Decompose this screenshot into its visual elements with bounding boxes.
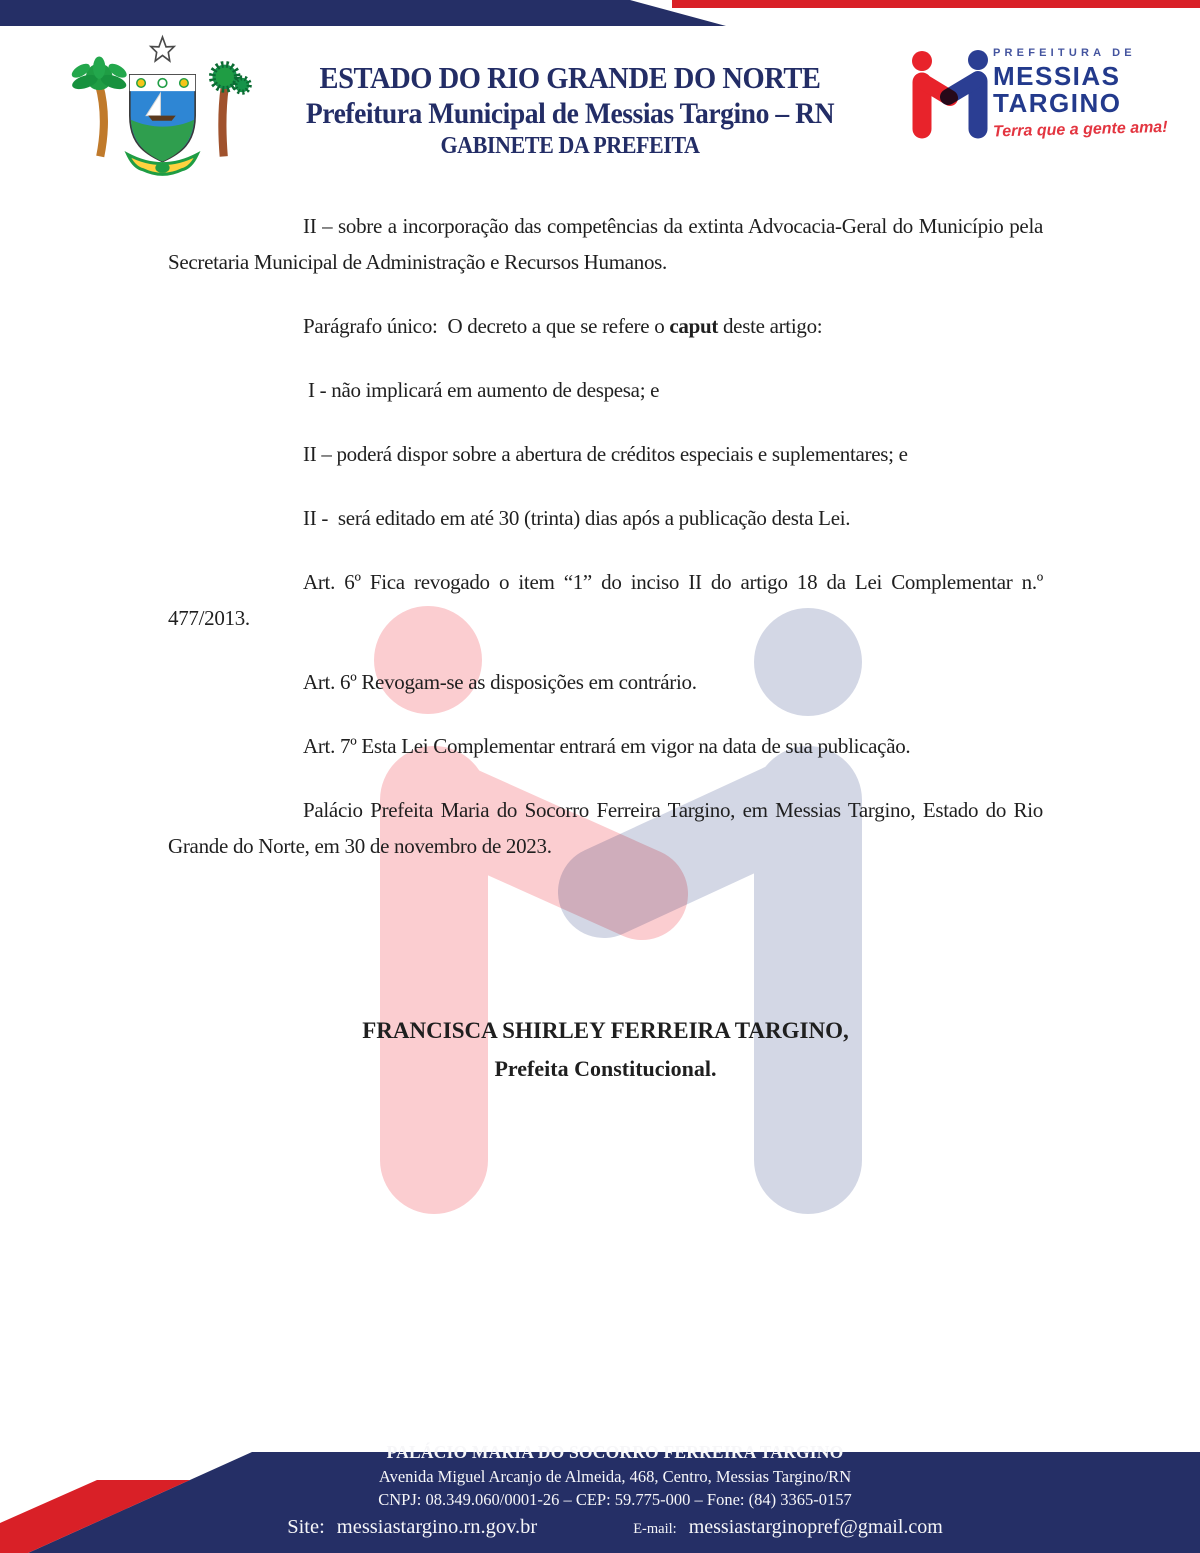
paragraph-text: II – sobre a incorporação das competências da extinta Advocacia-Geral do Município pela Secretaria Municipal de Administração e Recursos Humanos. — [168, 214, 1048, 274]
state-coat-of-arms — [68, 34, 258, 182]
footer-email-address: messiastarginopref@gmail.com — [688, 1516, 943, 1538]
paragraph-local-e-data — [168, 792, 1048, 864]
footer-email-label: E-mail: — [633, 1521, 677, 1537]
footer-palace-name: PALÁCIO MARIA DO SOCORRO FERREIRA TARGINO — [386, 1442, 844, 1462]
city-logo-text — [993, 47, 1183, 140]
paragraph-art6-revogam-se — [168, 664, 1043, 700]
footer-address: Avenida Miguel Arcanjo de Almeida, 468, Centro, Messias Targino/RN — [378, 1467, 852, 1486]
logo-city-word2: TARGINO — [993, 88, 1122, 118]
paragraph-text: II - será editado em até 30 (trinta) dias após a publicação desta Lei. — [303, 506, 851, 530]
letterhead-municipality-line: Prefeitura Municipal de Messias Targino – RN — [305, 97, 835, 130]
paragraph-text: I - não implicará em aumento de despesa; e — [303, 378, 660, 402]
crest-star-icon — [151, 37, 174, 61]
letterhead-state-line: ESTADO DO RIO GRANDE DO NORTE — [319, 60, 821, 95]
paragraph-paragrafo-unico — [168, 308, 1043, 344]
paragraph-text: II – poderá dispor sobre a abertura de créditos especiais e suplementares; e — [303, 442, 908, 466]
crest-shield-icon — [130, 75, 195, 162]
crest-right-palm-icon — [213, 65, 250, 157]
city-logo-m-icon — [901, 44, 996, 149]
logo-prefeitura-de-label: PREFEITURA DE — [993, 47, 1136, 59]
footer-site-label: Site: — [287, 1516, 325, 1538]
paragraph-text: Art. 6º Revogam-se as disposições em contrário. — [303, 670, 697, 694]
caput-bold-word: caput — [669, 314, 719, 338]
logo-blue-figure — [948, 50, 988, 129]
paragraph-inciso-ii-incorporacao — [168, 208, 1048, 280]
paragraph-text: deste artigo: — [718, 314, 823, 338]
document-body — [168, 208, 1048, 1088]
signature-block — [168, 1012, 1043, 1088]
crest-left-palm-icon — [69, 56, 128, 156]
paragraph-inciso-ii-creditos — [168, 436, 1043, 472]
footer-site-email-line — [170, 1516, 1060, 1539]
footer-contact-block — [170, 1440, 1060, 1539]
paragraph-art7-vigor — [168, 728, 1043, 764]
top-red-stripe — [672, 0, 1200, 8]
paragraph-inciso-ii-editado — [168, 500, 1043, 536]
paragraph-text: Art. 7º Esta Lei Complementar entrará em vigor na data de sua publicação. — [303, 734, 911, 758]
paragraph-text: Art. 6º Fica revogado o item “1” do inciso II do artigo 18 da Lei Complementar n.º 477/2013. — [168, 570, 1048, 630]
footer-cnpj-cep-fone: CNPJ: 08.349.060/0001-26 – CEP: 59.775-000 – Fone: (84) 3365-0157 — [378, 1490, 852, 1509]
paragraph-inciso-i-despesa — [168, 372, 1043, 408]
logo-slogan: Terra que a gente ama! — [992, 118, 1168, 141]
paragraph-art6-revogado — [168, 564, 1048, 636]
paragraph-text: Palácio Prefeita Maria do Socorro Ferreira Targino, em Messias Targino, Estado do Rio Grande do Norte, em 30 de novembro de 2023. — [168, 798, 1048, 858]
footer-site-url: messiastargino.rn.gov.br — [336, 1516, 538, 1538]
letterhead — [266, 60, 873, 161]
signature-title: Prefeita Constitucional. — [494, 1056, 717, 1081]
top-navy-stripe — [0, 0, 726, 26]
logo-city-word1: MESSIAS — [993, 61, 1121, 91]
signature-name: FRANCISCA SHIRLEY FERREIRA TARGINO, — [362, 1018, 849, 1043]
paragraph-text: Parágrafo único: O decreto a que se refere o — [303, 314, 670, 338]
letterhead-office-line: GABINETE DA PREFEITA — [440, 133, 700, 159]
